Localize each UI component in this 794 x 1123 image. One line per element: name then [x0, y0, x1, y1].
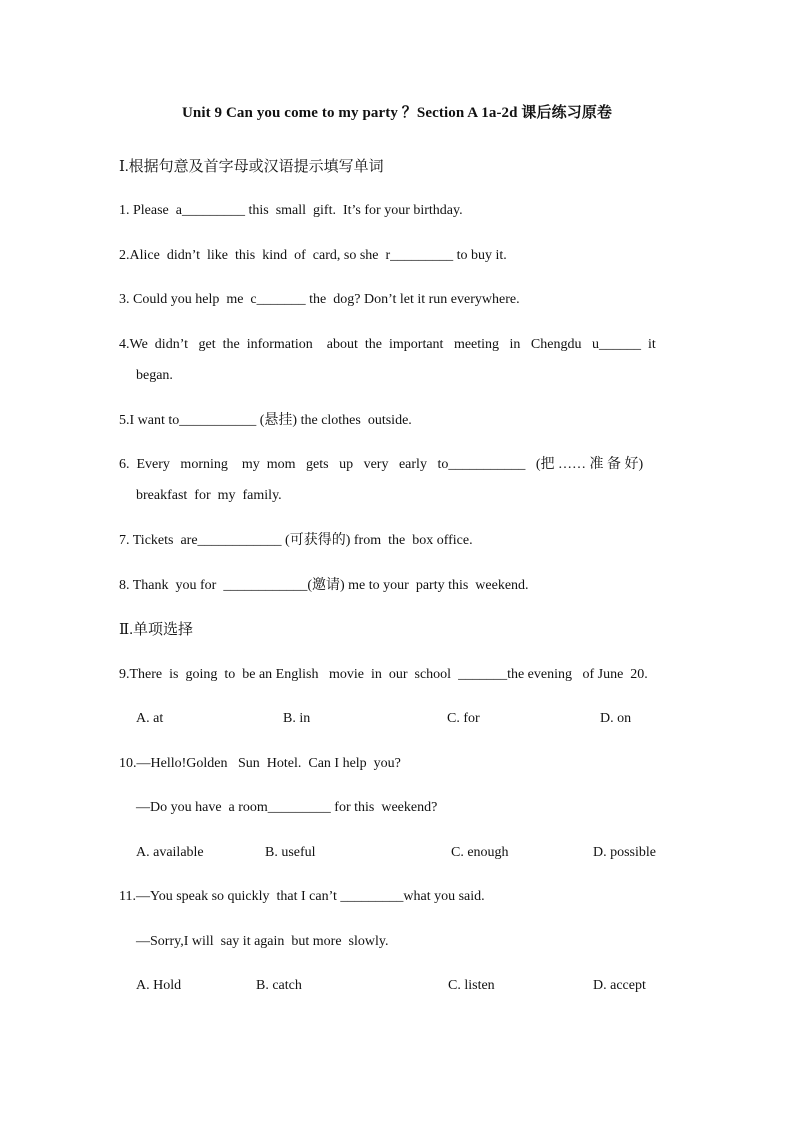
- question-8: 8. Thank you for ____________(邀请) me to your party this weekend.: [119, 578, 529, 593]
- page-title: Unit 9 Can you come to my party ？Section A 1a-2d 课后练习原卷: [181, 105, 613, 121]
- question-11-line-2: —Sorry,I will say it again but more slowly.: [136, 934, 389, 949]
- question-11-line-1: 11.—You speak so quickly that I can’t _________what you said.: [119, 889, 485, 904]
- q11-option-b: B. catch: [256, 978, 302, 993]
- q11-option-c: C. listen: [448, 978, 495, 993]
- question-3: 3. Could you help me c_______ the dog? Don’t let it run everywhere.: [119, 292, 520, 307]
- q9-option-a: A. at: [136, 711, 164, 726]
- question-5: 5.I want to___________ (悬挂) the clothes outside.: [119, 413, 412, 428]
- q11-option-d: D. accept: [593, 978, 646, 993]
- question-4-line-2: began.: [136, 368, 173, 383]
- question-6-line-1: 6. Every morning my mom gets up very early to___________ (把 …… 准 备 好): [119, 457, 644, 472]
- question-1: 1. Please a_________ this small gift. It’s for your birthday.: [119, 203, 463, 218]
- q9-option-d: D. on: [600, 711, 632, 726]
- q10-option-d: D. possible: [593, 845, 656, 860]
- question-10-line-1: 10.—Hello!Golden Sun Hotel. Can I help you?: [119, 756, 401, 771]
- question-6-line-2: breakfast for my family.: [136, 488, 282, 503]
- q10-option-b: B. useful: [265, 845, 316, 860]
- q9-option-b: B. in: [283, 711, 311, 726]
- q9-option-c: C. for: [447, 711, 480, 726]
- question-4-line-1: 4.We didn’t get the information about the important meeting in Chengdu u______ it: [119, 337, 656, 352]
- question-2: 2.Alice didn’t like this kind of card, so she r_________ to buy it.: [119, 248, 507, 263]
- q10-option-c: C. enough: [451, 845, 509, 860]
- q11-option-a: A. Hold: [136, 978, 182, 993]
- q10-option-a: A. available: [136, 845, 204, 860]
- section-heading-multiple-choice: Ⅱ.单项选择: [119, 622, 193, 638]
- question-9: 9.There is going to be an English movie in our school _______the evening of June 20.: [119, 667, 648, 682]
- section-heading-fill-in: Ⅰ.根据句意及首字母或汉语提示填写单词: [119, 159, 384, 175]
- question-7: 7. Tickets are____________ (可获得的) from the box office.: [119, 533, 473, 548]
- question-10-line-2: —Do you have a room_________ for this weekend?: [136, 800, 438, 815]
